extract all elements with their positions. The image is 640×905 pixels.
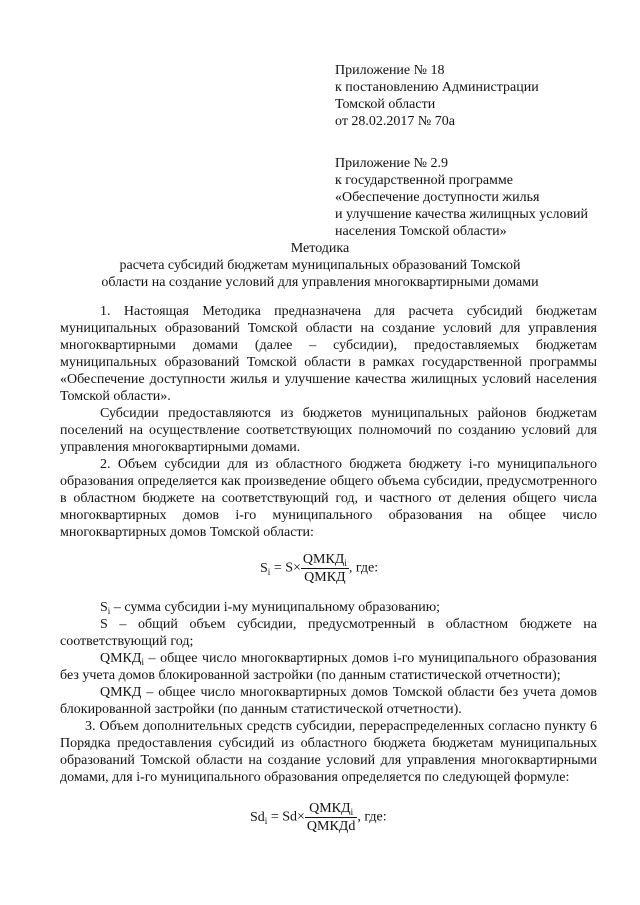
document-body	[60, 303, 597, 844]
definition-qmkdi: $QМКД_i$ – общее число многоквартирных домов i-го муниципального образования без учета домов блокированной застройки (по данным статистической отчетности);	[60, 651, 597, 683]
annex-number: Приложение № 2.9	[335, 156, 448, 171]
paragraph-4: 3. Объем дополнительных средств субсидии, перераспределенных согласно пункту 6 Порядка предоставления субсидий из областного бюджета бюджетам муниципальных образований Томской области на создание условий для управления многоквартирными домами, для i-го муниципального образования определяется по следующей формуле:	[60, 719, 597, 785]
formula-subsidy	[60, 541, 597, 599]
formula-additional-subsidy	[60, 786, 597, 844]
formula-tail: , где:	[357, 809, 387, 825]
formula-eq: = Sd×	[267, 809, 305, 825]
formula-denominator: QМКДd	[306, 819, 356, 834]
title-subheading: области на создание условий для управления многоквартирными домами	[101, 275, 539, 290]
paragraph-3: 2. Объем субсидии для из областного бюджета бюджету i-го муниципального образования определяется как произведение общего объема субсидии, предусмотренного в областном бюджете на соответствующий год, и частного от деления общего числа многоквартирных домов i-го муниципального образования на общее число многоквартирных домов Томской области:	[60, 457, 597, 540]
paragraph-1: 1. Настоящая Методика предназначена для расчета субсидий бюджетам муниципальных образований Томской области на создание условий для управления многоквартирными домами (далее – субсидии), предоставляемых бюджетам муниципальных образований Томской области в рамках государственной программы «Обеспечение доступности жилья и улучшение качества жилищных условий населения Томской области».	[60, 304, 597, 404]
formula-fraction	[305, 800, 357, 835]
formula-numerator: $QМКД_i$	[302, 552, 347, 568]
title-heading: Методика	[290, 241, 350, 256]
annex-number: Приложение № 18	[335, 63, 445, 78]
annex-block-program	[335, 155, 625, 240]
definition-si: $S_i$ – сумма субсидии i-му муниципальному образованию;	[100, 600, 441, 616]
formula-eq: = S×	[270, 560, 301, 576]
definition-qmkd: QМКД – общее число многоквартирных домов Томской области без учета домов блокированной застройки (по данным статистической отчетности).	[60, 685, 597, 717]
title-subheading: расчета субсидий бюджетам муниципальных образований Томской	[119, 258, 521, 273]
program-name-line: «Обеспечение доступности жилья	[335, 190, 540, 205]
formula-numerator: $QМКД_i$	[305, 800, 357, 818]
program-name-line: и улучшение качества жилищных условий	[335, 207, 589, 222]
annex-region: Томской области	[335, 97, 436, 112]
annex-to-decree: к постановлению Администрации	[335, 80, 539, 95]
annex-to-program: к государственной программе	[335, 173, 513, 188]
formula-fraction	[301, 551, 349, 586]
paragraph-2: Субсидии предоставляются из бюджетов муниципальных районов бюджетам поселений на осуществление соответствующих полномочий по созданию условий для управления многоквартирными домами.	[60, 406, 597, 455]
formula-denominator: QМКД	[304, 570, 346, 585]
document-title	[60, 240, 580, 291]
program-name-line: населения Томской области»	[335, 224, 507, 239]
annex-block-decree	[335, 62, 625, 130]
definition-s: S – общий объем субсидии, предусмотренный в областном бюджете на соответствующий год;	[60, 617, 597, 649]
formula-tail: , где:	[348, 560, 379, 576]
formula-lhs: $Sd_i$	[250, 809, 268, 826]
formula-lhs: $S_i$	[260, 560, 271, 577]
annex-date: от 28.02.2017 № 70а	[335, 114, 456, 129]
